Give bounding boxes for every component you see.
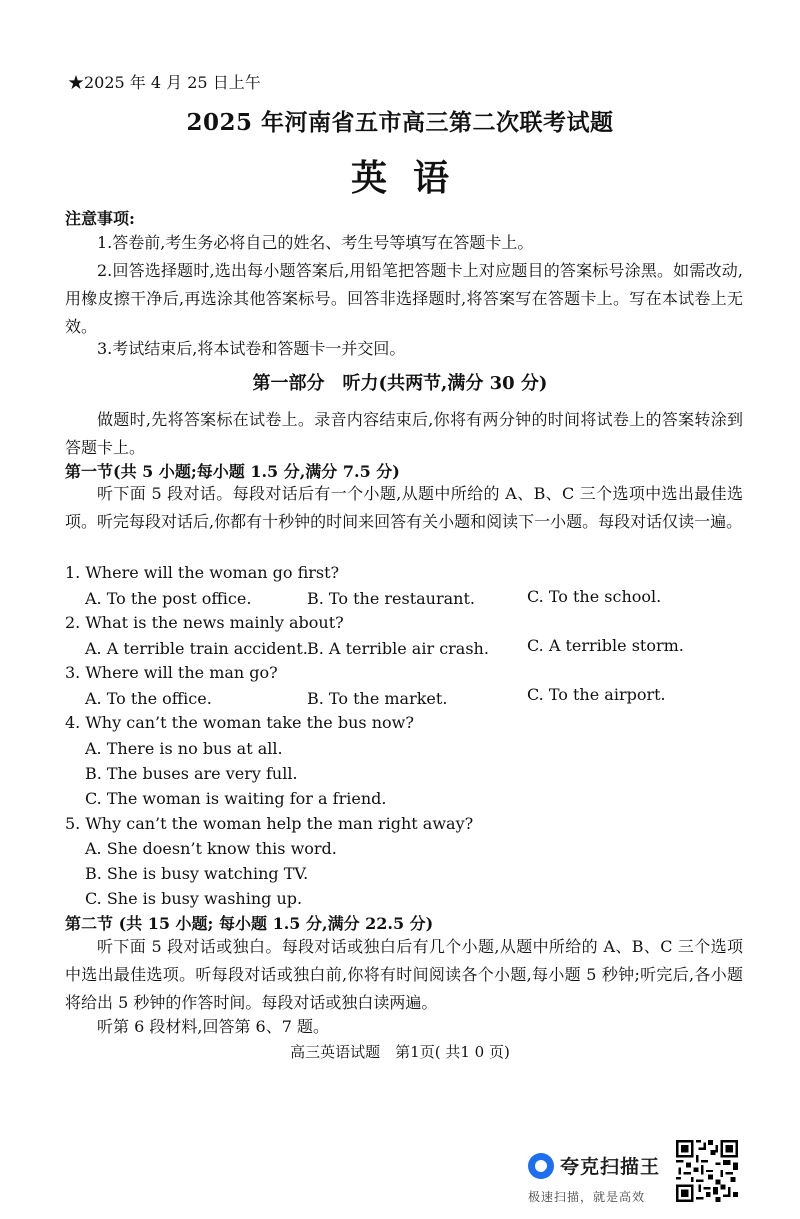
- exam-title: 2025 年河南省五市高三第二次联考试题: [186, 109, 614, 136]
- question-3-option-b: B. To the market.: [307, 689, 448, 708]
- subject-title: 英语: [350, 157, 475, 199]
- question-5-option-a: A. She doesn’t know this word.: [85, 839, 337, 858]
- question-5-option-c: C. She is busy washing up.: [85, 889, 303, 908]
- question-1-option-c: C. To the school.: [527, 587, 662, 606]
- question-1-stem: 1. Where will the woman go first?: [65, 563, 340, 582]
- question-3-option-a: A. To the office.: [85, 689, 212, 708]
- section2-intro: 听下面 5 段对话或独白。每段对话或独白后有几个小题,从题中所给的 A、B、C 三个选项中选出最佳选项。听每段对话或独白前,你将有时间阅读各个小题,每小题 5 秒钟;听完后,各小题将给出 5 秒钟的作答时间。每段对话或独白读两遍。: [65, 937, 743, 1012]
- question-1-option-a: A. To the post office.: [85, 589, 252, 608]
- notice-item-2: 2.回答选择题时,选出每小题答案后,用铅笔把答题卡上对应题目的答案标号涂黑。如需改动,用橡皮擦干净后,再选涂其他答案标号。回答非选择题时,将答案写在答题卡上。写在本试卷上无效。: [65, 261, 743, 336]
- question-5-option-b: B. She is busy watching TV.: [85, 864, 309, 883]
- question-5-stem: 5. Why can’t the woman help the man right away?: [65, 814, 474, 833]
- notice-item-3: 3.考试结束后,将本试卷和答题卡一并交回。: [97, 339, 406, 358]
- question-4-option-c: C. The woman is waiting for a friend.: [85, 789, 387, 808]
- section2-instruction: 听第 6 段材料,回答第 6、7 题。: [97, 1017, 329, 1036]
- scanner-logo-icon: [528, 1153, 554, 1179]
- page-footer: 高三英语试题 第1页( 共1 0 页): [290, 1043, 510, 1061]
- exam-date: ★2025 年 4 月 25 日上午: [68, 73, 261, 92]
- question-2-option-a: A. A terrible train accident.: [85, 639, 308, 658]
- section1-intro: 听下面 5 段对话。每段对话后有一个小题,从题中所给的 A、B、C 三个选项中选出最佳选项。听完每段对话后,你都有十秒钟的时间来回答有关小题和阅读下一小题。每段对话仅读一遍。: [65, 484, 743, 531]
- question-3-stem: 3. Where will the man go?: [65, 663, 278, 682]
- question-4-stem: 4. Why can’t the woman take the bus now?: [65, 713, 414, 732]
- qr-code-icon: [676, 1140, 738, 1202]
- scanner-watermark: [528, 1148, 668, 1208]
- part1-intro: 做题时,先将答案标在试卷上。录音内容结束后,你将有两分钟的时间将试卷上的答案转涂到答题卡上。: [65, 410, 743, 457]
- question-2-option-b: B. A terrible air crash.: [307, 639, 489, 658]
- question-2-option-c: C. A terrible storm.: [527, 636, 684, 655]
- scanner-brand-name: 夸克扫描王: [560, 1156, 661, 1178]
- question-4-option-a: A. There is no bus at all.: [85, 739, 283, 758]
- notice-heading: 注意事项:: [65, 209, 135, 228]
- section2-heading: 第二节 (共 15 小题; 每小题 1.5 分,满分 22.5 分): [65, 914, 434, 933]
- question-2-stem: 2. What is the news mainly about?: [65, 613, 344, 632]
- question-1-option-b: B. To the restaurant.: [307, 589, 475, 608]
- question-3-option-c: C. To the airport.: [527, 685, 666, 704]
- question-4-option-b: B. The buses are very full.: [85, 764, 298, 783]
- notice-item-1: 1.答卷前,考生务必将自己的姓名、考生号等填写在答题卡上。: [97, 233, 534, 252]
- section1-heading: 第一节(共 5 小题;每小题 1.5 分,满分 7.5 分): [65, 462, 400, 481]
- part1-heading: 第一部分 听力(共两节,满分 30 分): [252, 373, 548, 394]
- scanner-slogan: 极速扫描，就是高效: [528, 1190, 646, 1204]
